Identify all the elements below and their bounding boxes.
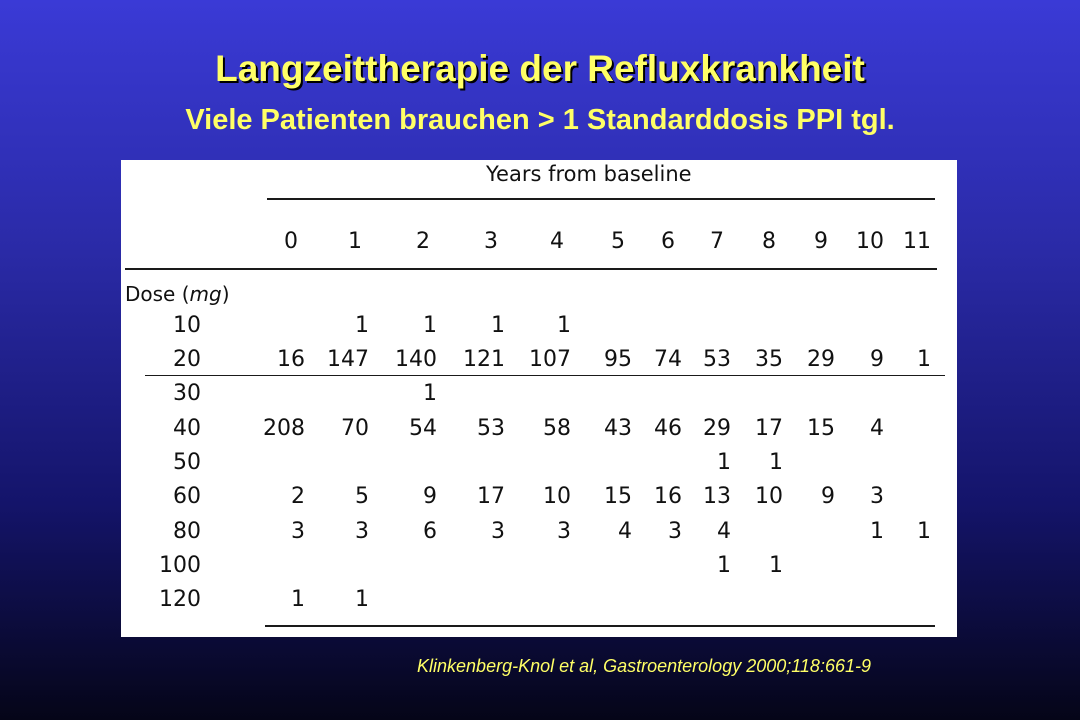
- table-cell: 121: [463, 347, 505, 372]
- table-cell: 9: [423, 484, 437, 509]
- table-cell: 17: [477, 484, 505, 509]
- table-cell: 3: [491, 519, 505, 544]
- table-cell: 4: [618, 519, 632, 544]
- table-cell: 107: [529, 347, 571, 372]
- year-header: 2: [416, 229, 430, 254]
- years-caption: Years from baseline: [486, 162, 692, 186]
- table-cell: 3: [291, 519, 305, 544]
- header-top-rule: [267, 198, 935, 200]
- dose-row-label: 10: [173, 313, 201, 338]
- table-cell: 53: [477, 416, 505, 441]
- table-cell: 58: [543, 416, 571, 441]
- table-cell: 17: [755, 416, 783, 441]
- table-cell: 29: [703, 416, 731, 441]
- year-header: 5: [611, 229, 625, 254]
- table-cell: 1: [557, 313, 571, 338]
- table-cell: 9: [821, 484, 835, 509]
- table-cell: 95: [604, 347, 632, 372]
- table-cell: 2: [291, 484, 305, 509]
- table-cell: 1: [491, 313, 505, 338]
- table-cell: 4: [717, 519, 731, 544]
- year-header: 3: [484, 229, 498, 254]
- dose-row-label: 120: [159, 587, 201, 612]
- table-bottom-rule: [265, 625, 935, 627]
- table-cell: 1: [291, 587, 305, 612]
- year-header: 9: [814, 229, 828, 254]
- dose-row-label: 30: [173, 381, 201, 406]
- citation: Klinkenberg-Knol et al, Gastroenterology 2000;118:661-9: [417, 656, 871, 676]
- year-header: 1: [348, 229, 362, 254]
- year-header: 10: [856, 229, 884, 254]
- table-cell: 54: [409, 416, 437, 441]
- table-cell: 53: [703, 347, 731, 372]
- table-cell: 1: [717, 553, 731, 578]
- table-cell: 147: [327, 347, 369, 372]
- table-cell: 1: [355, 587, 369, 612]
- table-cell: 1: [917, 519, 931, 544]
- table-cell: 13: [703, 484, 731, 509]
- table-cell: 1: [769, 450, 783, 475]
- table-cell: 208: [263, 416, 305, 441]
- table-cell: 35: [755, 347, 783, 372]
- dose-unit: mg: [189, 282, 222, 306]
- table-cell: 1: [717, 450, 731, 475]
- header-bottom-rule: [125, 268, 937, 270]
- table-cell: 46: [654, 416, 682, 441]
- dose-row-label: 60: [173, 484, 201, 509]
- table-cell: 1: [355, 313, 369, 338]
- table-cell: 6: [423, 519, 437, 544]
- table-cell: 4: [870, 416, 884, 441]
- table-cell: 1: [423, 381, 437, 406]
- dose-row-label: 80: [173, 519, 201, 544]
- dose-table: [121, 160, 957, 637]
- table-cell: 1: [423, 313, 437, 338]
- year-header: 8: [762, 229, 776, 254]
- table-cell: 70: [341, 416, 369, 441]
- year-header: 6: [661, 229, 675, 254]
- table-cell: 3: [668, 519, 682, 544]
- table-cell: 3: [870, 484, 884, 509]
- table-cell: 16: [654, 484, 682, 509]
- slide-title: Langzeittherapie der Refluxkrankheit: [215, 48, 865, 89]
- table-cell: 140: [395, 347, 437, 372]
- table-cell: 10: [755, 484, 783, 509]
- year-header: 7: [710, 229, 724, 254]
- table-cell: 9: [870, 347, 884, 372]
- table-cell: 1: [917, 347, 931, 372]
- table-cell: 3: [355, 519, 369, 544]
- dose-caption: Dose (mg): [125, 282, 230, 306]
- row-separator-rule: [145, 375, 945, 376]
- dose-row-label: 40: [173, 416, 201, 441]
- table-cell: 43: [604, 416, 632, 441]
- table-cell: 16: [277, 347, 305, 372]
- table-cell: 74: [654, 347, 682, 372]
- year-header: 11: [903, 229, 931, 254]
- table-cell: 5: [355, 484, 369, 509]
- table-cell: 10: [543, 484, 571, 509]
- year-header: 4: [550, 229, 564, 254]
- dose-row-label: 20: [173, 347, 201, 372]
- dose-row-label: 50: [173, 450, 201, 475]
- table-cell: 29: [807, 347, 835, 372]
- table-cell: 1: [769, 553, 783, 578]
- slide-subtitle: Viele Patienten brauchen > 1 Standarddosis PPI tgl.: [185, 104, 895, 136]
- table-cell: 15: [807, 416, 835, 441]
- table-cell: 15: [604, 484, 632, 509]
- dose-row-label: 100: [159, 553, 201, 578]
- table-cell: 3: [557, 519, 571, 544]
- table-cell: 1: [870, 519, 884, 544]
- year-header: 0: [284, 229, 298, 254]
